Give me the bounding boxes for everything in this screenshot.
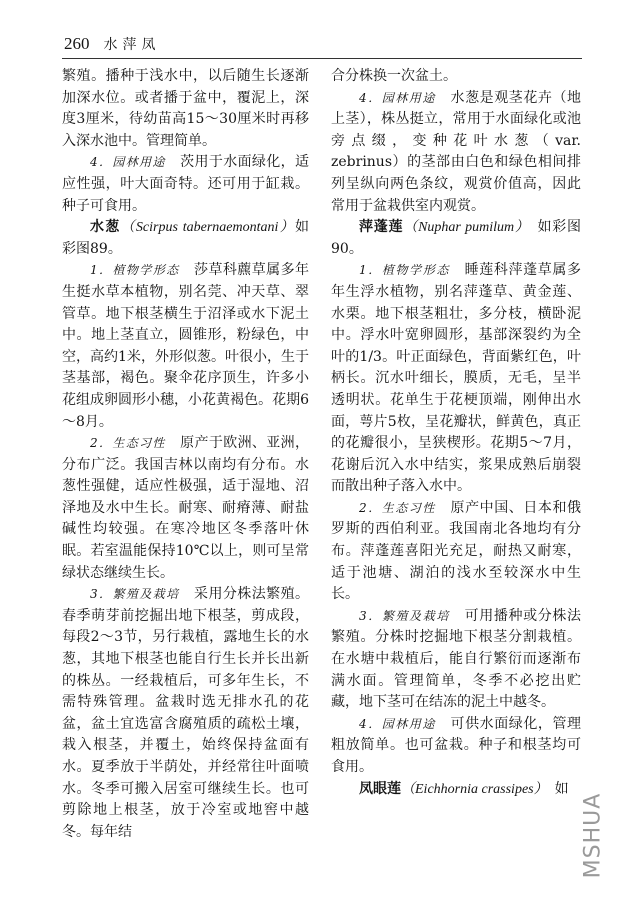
paragraph-text: 如彩图89。	[62, 219, 310, 257]
paragraph	[62, 66, 309, 152]
paragraph-text: 如	[540, 780, 569, 797]
section-keyword: 4．园林用途	[359, 716, 436, 731]
paragraph	[62, 433, 309, 584]
watermark-text: MSHUA	[580, 792, 606, 878]
paragraph	[331, 498, 581, 606]
paragraph	[331, 260, 581, 498]
watermark	[578, 780, 608, 890]
section-keyword: 4．园林用途	[90, 155, 166, 170]
running-title: 水萍凤	[103, 37, 161, 53]
left-column	[62, 66, 309, 843]
paragraph	[62, 584, 309, 843]
latin-name: （Nuphar pumilum）	[403, 220, 523, 236]
paragraph-text: 水葱是观茎花卉（地上茎），株丛挺立，常用于水面绿化或池旁点缀，变种花叶水葱（var. zebrinus）的茎部由白色和绿色相间排列呈纵向两色条纹，观赏价值高，因此常用于盆栽供室内观赏。	[331, 89, 581, 214]
section-keyword: 3．繁殖及栽培	[359, 608, 451, 623]
section-keyword: 1．植物学形态	[359, 263, 451, 278]
paragraph	[331, 779, 581, 801]
species-name: 萍蓬莲	[359, 219, 404, 236]
paragraph-text: 可供水面绿化，管理粗放简单。也可盆栽。种子和根茎均可食用。	[331, 715, 581, 775]
paragraph-text: 合分株换一次盆土。	[331, 68, 457, 84]
latin-name: （Scirpus tabernaemontani）	[120, 220, 296, 236]
paragraph-text: 可用播种或分株法繁殖。分株时挖掘地下根茎分割栽植。在水塘中栽植后，能自行繁衍而逐渐布满水面。管理简单，冬季不必挖出贮藏，地下茎可在结冻的泥土中越冬。	[331, 607, 582, 711]
paragraph-text: 如彩图90。	[331, 219, 581, 257]
paragraph-text: 原产中国、日本和俄罗斯的西伯利亚。我国南北各地均有分布。萍蓬莲喜阳光充足，耐热又耐寒，适于池塘、湖泊的浅水至较深水中生长。	[331, 499, 581, 603]
right-column	[331, 66, 581, 800]
paragraph	[331, 217, 581, 260]
paragraph	[331, 66, 581, 88]
page-header	[64, 34, 161, 56]
paragraph	[62, 217, 309, 260]
paragraph	[331, 714, 581, 779]
section-keyword: 4．园林用途	[359, 90, 436, 105]
paragraph-text: 莎草科藨草属多年生挺水草本植物，别名莞、冲天草、翠管草。地下根茎横生于沼泽或水下泥土中。地上茎直立，圆锥形，粉绿色，中空，高约1米，外形似葱。叶很小，生于茎基部，褐色。聚伞花序顶生，许多小花组成卵圆形小穗，小花黄褐色。花期6～8月。	[62, 262, 310, 430]
paragraph	[62, 260, 309, 433]
section-keyword: 1．植物学形态	[90, 263, 180, 278]
species-name: 凤眼莲	[359, 780, 401, 797]
header-rule	[62, 58, 582, 59]
page-number: 260	[64, 34, 90, 53]
paragraph-text: 睡莲科萍蓬草属多年生浮水植物，别名萍蓬草、黄金莲、水栗。地下根茎粗壮，多分枝，横卧泥中。浮水叶宽卵圆形，基部深裂约为全叶的1/3。叶正面绿色，背面紫红色，叶柄长。沉水叶细长，膜质，无毛，呈半透明状。花单生于花梗顶端，刚伸出水面，萼片5枚，呈花瓣状，鲜黄色，真正的花瓣很小，呈狭楔形。花期5～7月，花谢后沉入水中结实，浆果成熟后崩裂而散出种子落入水中。	[331, 262, 582, 495]
paragraph-text: 原产于欧洲、亚洲，分布广泛。我国吉林以南均有分布。水葱性强健，适应性极强，适于湿地、沼泽地及水中生长。耐寒、耐瘠薄、耐盐碱性均较强。在寒冷地区冬季落叶休眠。若室温能保持10℃以上，则可呈常绿状态继续生长。	[62, 435, 309, 581]
paragraph-text: 采用分株法繁殖。春季萌芽前挖掘出地下根茎，剪成段，每段2～3节，另行栽植，露地生长的水葱，其地下根茎也能自行生长并长出新的株丛。一经栽植后，可多年生长，不需特殊管理。盆栽时选无排水孔的花盆，盆土宜选富含腐殖质的疏松土壤，栽入根茎，并覆土，始终保持盆面有水。夏季放于半荫处，并经常往叶面喷水。冬季可搬入居室可继续生长。也可剪除地上根茎，放于冷室或地窖中越冬。每年结	[62, 586, 310, 840]
latin-name: （Eichhornia crassipes）	[401, 781, 541, 797]
section-keyword: 2．生态习性	[359, 500, 436, 515]
paragraph-text: 茨用于水面绿化，适应性强，叶大面奇特。还可用于缸栽。种子可食用。	[62, 154, 309, 214]
species-name: 水葱	[90, 219, 121, 236]
section-keyword: 3．繁殖及栽培	[90, 587, 180, 602]
paragraph	[331, 88, 581, 218]
section-keyword: 2．生态习性	[90, 436, 166, 451]
paragraph	[331, 606, 581, 714]
paragraph	[62, 152, 309, 217]
paragraph-text: 繁殖。播种于浅水中，以后随生长逐渐加深水位。或者播于盆中，覆泥上，深度3厘米，待幼苗高15～30厘米时再移入深水池中。管理简单。	[62, 68, 309, 149]
